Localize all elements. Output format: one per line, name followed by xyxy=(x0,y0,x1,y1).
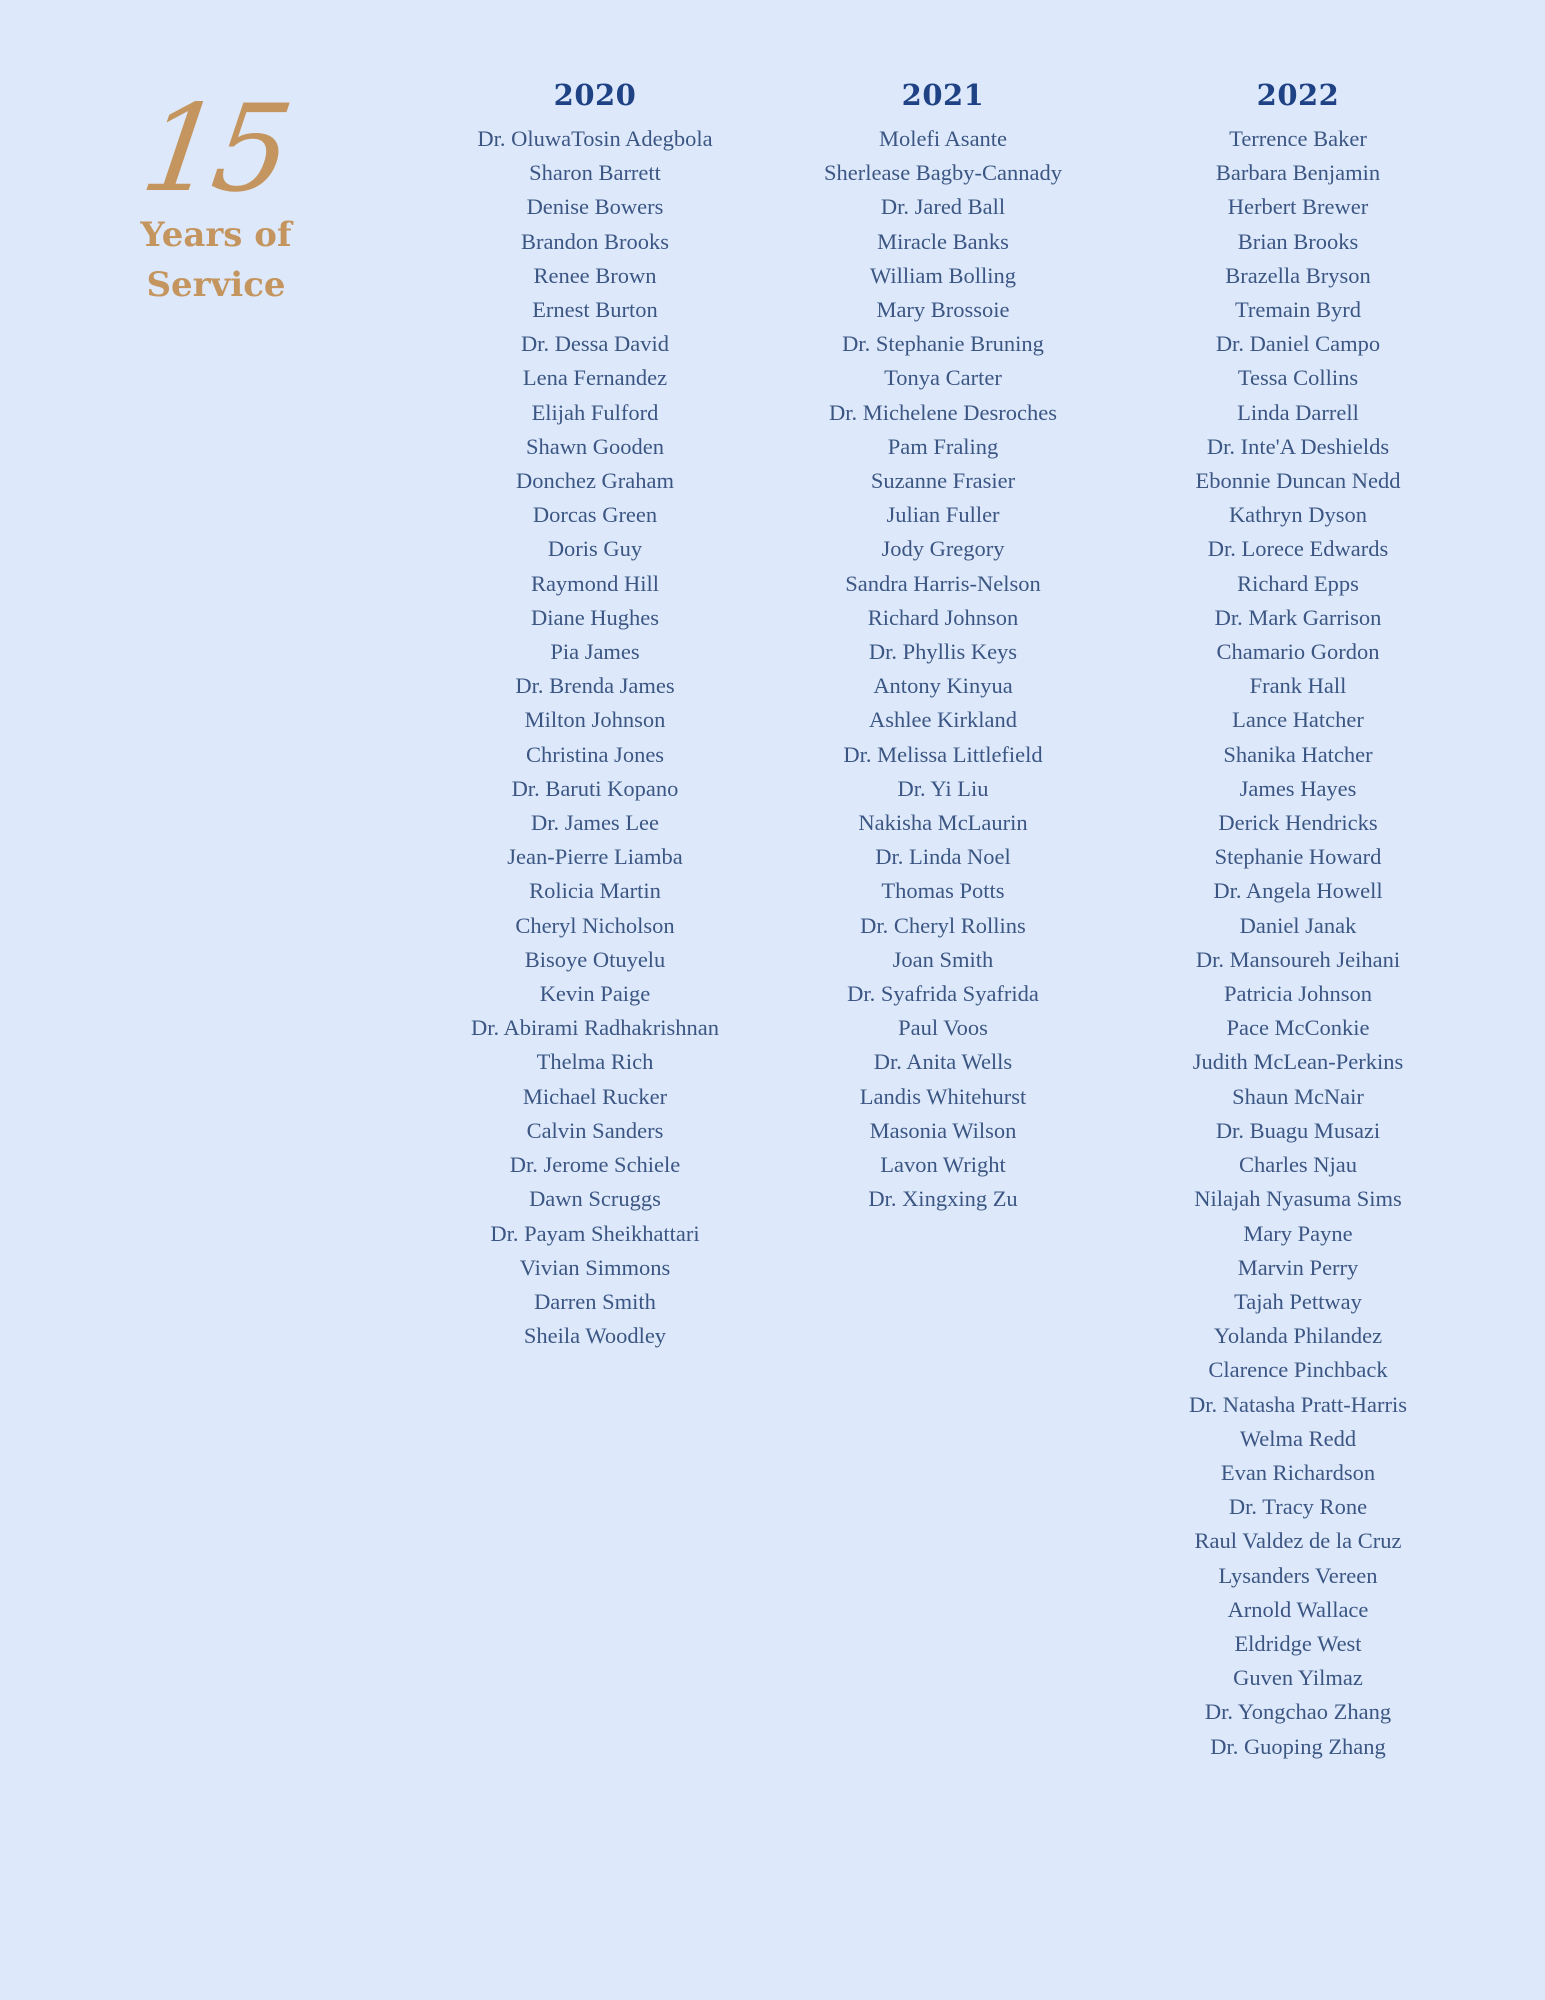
honoree-name: Dr. Linda Noel xyxy=(875,844,1011,870)
honoree-name: Dr. Dessa David xyxy=(520,331,670,357)
year-heading: 2021 xyxy=(901,78,985,112)
honoree-name: Dr. Jared Ball xyxy=(880,194,1006,220)
honoree-name: Herbert Brewer xyxy=(1227,194,1369,220)
honoree-name: Yolanda Philandez xyxy=(1213,1323,1383,1349)
honoree-name: Diane Hughes xyxy=(530,604,660,630)
honoree-name: Dr. Guoping Zhang xyxy=(1210,1733,1386,1759)
honoree-name: Kevin Paige xyxy=(539,981,651,1007)
honoree-name: Eldridge West xyxy=(1234,1630,1362,1656)
honoree-name: Tajah Pettway xyxy=(1234,1288,1362,1314)
honoree-name: Sharon Barrett xyxy=(529,160,661,186)
honoree-name: Raul Valdez de la Cruz xyxy=(1194,1528,1402,1554)
honoree-name: Evan Richardson xyxy=(1220,1459,1376,1485)
honoree-name: Pam Fraling xyxy=(887,433,999,459)
honoree-name: Christina Jones xyxy=(525,741,665,767)
honoree-name: Molefi Asante xyxy=(878,126,1008,151)
honoree-name: Lance Hatcher xyxy=(1232,707,1364,733)
honoree-name: Dr. Anita Wells xyxy=(873,1049,1013,1075)
honoree-name: Dawn Scruggs xyxy=(529,1186,661,1212)
honoree-name: Dr. OluwaTosin Adegbola xyxy=(477,126,713,151)
honoree-name: Donchez Graham xyxy=(515,468,675,494)
badge-label-line1: Years of xyxy=(140,215,292,255)
honoree-name: Milton Johnson xyxy=(524,707,666,733)
honoree-name: Dr. Cheryl Rollins xyxy=(860,912,1026,938)
honoree-name: Lena Fernandez xyxy=(522,365,668,391)
honoree-name: Dr. Yongchao Zhang xyxy=(1204,1699,1392,1725)
honoree-name: Thelma Rich xyxy=(536,1049,654,1075)
honoree-name: Elijah Fulford xyxy=(531,399,659,425)
honoree-name: Dr. Michelene Desroches xyxy=(828,399,1058,425)
honoree-name: Dr. Jerome Schiele xyxy=(509,1152,681,1178)
honoree-name: Shawn Gooden xyxy=(525,433,665,459)
honoree-name: Marvin Perry xyxy=(1237,1254,1359,1280)
honoree-name: Kathryn Dyson xyxy=(1228,502,1368,528)
honoree-name: Patricia Johnson xyxy=(1223,981,1373,1007)
honoree-name: Ashlee Kirkland xyxy=(868,707,1018,733)
honoree-name: Dr. Tracy Rone xyxy=(1228,1494,1368,1520)
honoree-name: Masonia Wilson xyxy=(869,1117,1017,1143)
honoree-name: Dr. Payam Sheikhattari xyxy=(490,1220,700,1246)
honoree-name: Dr. Baruti Kopano xyxy=(511,775,679,801)
honoree-name: Thomas Potts xyxy=(881,878,1005,904)
honoree-name: Julian Fuller xyxy=(886,502,1000,528)
honoree-name: Terrence Baker xyxy=(1229,126,1367,151)
honoree-name: Dr. Angela Howell xyxy=(1213,878,1383,904)
honoree-name: Dr. Natasha Pratt-Harris xyxy=(1188,1391,1408,1417)
honoree-name: Dr. Lorece Edwards xyxy=(1207,536,1389,562)
honoree-name: Sherlease Bagby-Cannady xyxy=(823,160,1063,186)
honoree-name: Cheryl Nicholson xyxy=(515,912,675,938)
honoree-name: Dr. Inte'A Deshields xyxy=(1206,433,1390,459)
honoree-name: Brandon Brooks xyxy=(520,228,670,254)
honoree-name: Suzanne Frasier xyxy=(870,468,1016,494)
honoree-name: Charles Njau xyxy=(1238,1152,1358,1178)
honoree-name: Dr. Stephanie Bruning xyxy=(842,331,1044,357)
honoree-name: Michael Rucker xyxy=(522,1083,668,1109)
honoree-name: Pace McConkie xyxy=(1226,1015,1370,1041)
honoree-name: Guven Yilmaz xyxy=(1233,1665,1363,1691)
year-column-2022 xyxy=(1123,78,1473,1764)
years-number: 15 xyxy=(133,80,295,219)
honoree-name: Dr. Syafrida Syafrida xyxy=(847,981,1039,1007)
honoree-name: Tessa Collins xyxy=(1237,365,1359,391)
honoree-name: Paul Voos xyxy=(898,1015,988,1041)
honoree-name: Dr. Phyllis Keys xyxy=(868,639,1018,665)
honoree-name: Clarence Pinchback xyxy=(1208,1357,1388,1383)
honoree-name: Pia James xyxy=(550,639,640,665)
honoree-name: Dr. Mark Garrison xyxy=(1214,604,1382,630)
honoree-name: Landis Whitehurst xyxy=(859,1083,1027,1109)
honoree-name: Dr. Mansoureh Jeihani xyxy=(1195,946,1401,972)
honoree-name: Joan Smith xyxy=(892,946,994,972)
badge-label-line2: Service xyxy=(146,265,286,305)
honoree-name: Brazella Bryson xyxy=(1225,262,1371,288)
honoree-name: James Hayes xyxy=(1239,775,1357,801)
honoree-name: Judith McLean-Perkins xyxy=(1192,1049,1404,1075)
honoree-name: Dr. Melissa Littlefield xyxy=(843,741,1043,767)
honoree-name: Denise Bowers xyxy=(526,194,664,220)
honoree-name: Dr. James Lee xyxy=(530,810,660,836)
honoree-name: Dr. Brenda James xyxy=(515,673,675,699)
honoree-name: Ernest Burton xyxy=(532,297,658,323)
honoree-name: Raymond Hill xyxy=(530,570,660,596)
honoree-name: Frank Hall xyxy=(1249,673,1347,699)
year-heading: 2022 xyxy=(1256,78,1340,112)
honoree-list xyxy=(768,122,1118,1217)
year-heading: 2020 xyxy=(553,78,637,112)
honoree-name: Dr. Abirami Radhakrishnan xyxy=(470,1015,720,1041)
honoree-name: Tremain Byrd xyxy=(1234,297,1362,323)
honoree-name: Dr. Buagu Musazi xyxy=(1215,1117,1381,1143)
honoree-name: Dorcas Green xyxy=(532,502,658,528)
honoree-name: Darren Smith xyxy=(534,1288,656,1314)
honoree-list xyxy=(1123,122,1473,1764)
honoree-name: Bisoye Otuyelu xyxy=(524,946,666,972)
honoree-name: Dr. Daniel Campo xyxy=(1215,331,1381,357)
honoree-name: Richard Johnson xyxy=(867,604,1019,630)
honoree-name: William Bolling xyxy=(870,262,1016,288)
honoree-name: Brian Brooks xyxy=(1237,228,1359,254)
honoree-name: Ebonnie Duncan Nedd xyxy=(1195,468,1401,494)
honoree-name: Dr. Yi Liu xyxy=(897,775,989,801)
honoree-name: Renee Brown xyxy=(533,262,657,288)
honoree-name: Sandra Harris-Nelson xyxy=(845,570,1041,596)
honoree-name: Mary Payne xyxy=(1243,1220,1353,1246)
honoree-name: Nilajah Nyasuma Sims xyxy=(1194,1186,1402,1212)
honoree-name: Mary Brossoie xyxy=(876,297,1010,323)
honoree-name: Calvin Sanders xyxy=(526,1117,664,1143)
honoree-name: Chamario Gordon xyxy=(1216,639,1380,665)
year-column-2021 xyxy=(768,78,1118,1217)
honoree-name: Lavon Wright xyxy=(880,1152,1006,1178)
honoree-name: Jean-Pierre Liamba xyxy=(507,844,683,870)
honoree-name: Dr. Xingxing Zu xyxy=(868,1186,1018,1212)
honoree-name: Daniel Janak xyxy=(1239,912,1357,938)
honoree-name: Barbara Benjamin xyxy=(1215,160,1381,186)
honoree-name: Welma Redd xyxy=(1239,1425,1357,1451)
honoree-name: Miracle Banks xyxy=(877,228,1009,254)
honoree-name: Stephanie Howard xyxy=(1214,844,1382,870)
honoree-name: Sheila Woodley xyxy=(523,1323,667,1349)
honoree-name: Vivian Simmons xyxy=(519,1254,671,1280)
honoree-name: Jody Gregory xyxy=(881,536,1005,562)
honoree-list xyxy=(420,122,770,1353)
honoree-name: Nakisha McLaurin xyxy=(858,810,1028,836)
honoree-name: Richard Epps xyxy=(1237,570,1359,596)
honoree-name: Antony Kinyua xyxy=(873,673,1013,699)
honoree-name: Lysanders Vereen xyxy=(1218,1562,1378,1588)
honoree-name: Shanika Hatcher xyxy=(1223,741,1373,767)
year-column-2020 xyxy=(420,78,770,1353)
honoree-name: Tonya Carter xyxy=(884,365,1002,391)
honoree-name: Shaun McNair xyxy=(1232,1083,1364,1109)
honoree-name: Doris Guy xyxy=(547,536,643,562)
honoree-name: Derick Hendricks xyxy=(1218,810,1378,836)
honoree-name: Linda Darrell xyxy=(1237,399,1359,425)
honoree-name: Rolicia Martin xyxy=(529,878,661,904)
honoree-name: Arnold Wallace xyxy=(1227,1596,1369,1622)
service-badge xyxy=(110,80,330,310)
